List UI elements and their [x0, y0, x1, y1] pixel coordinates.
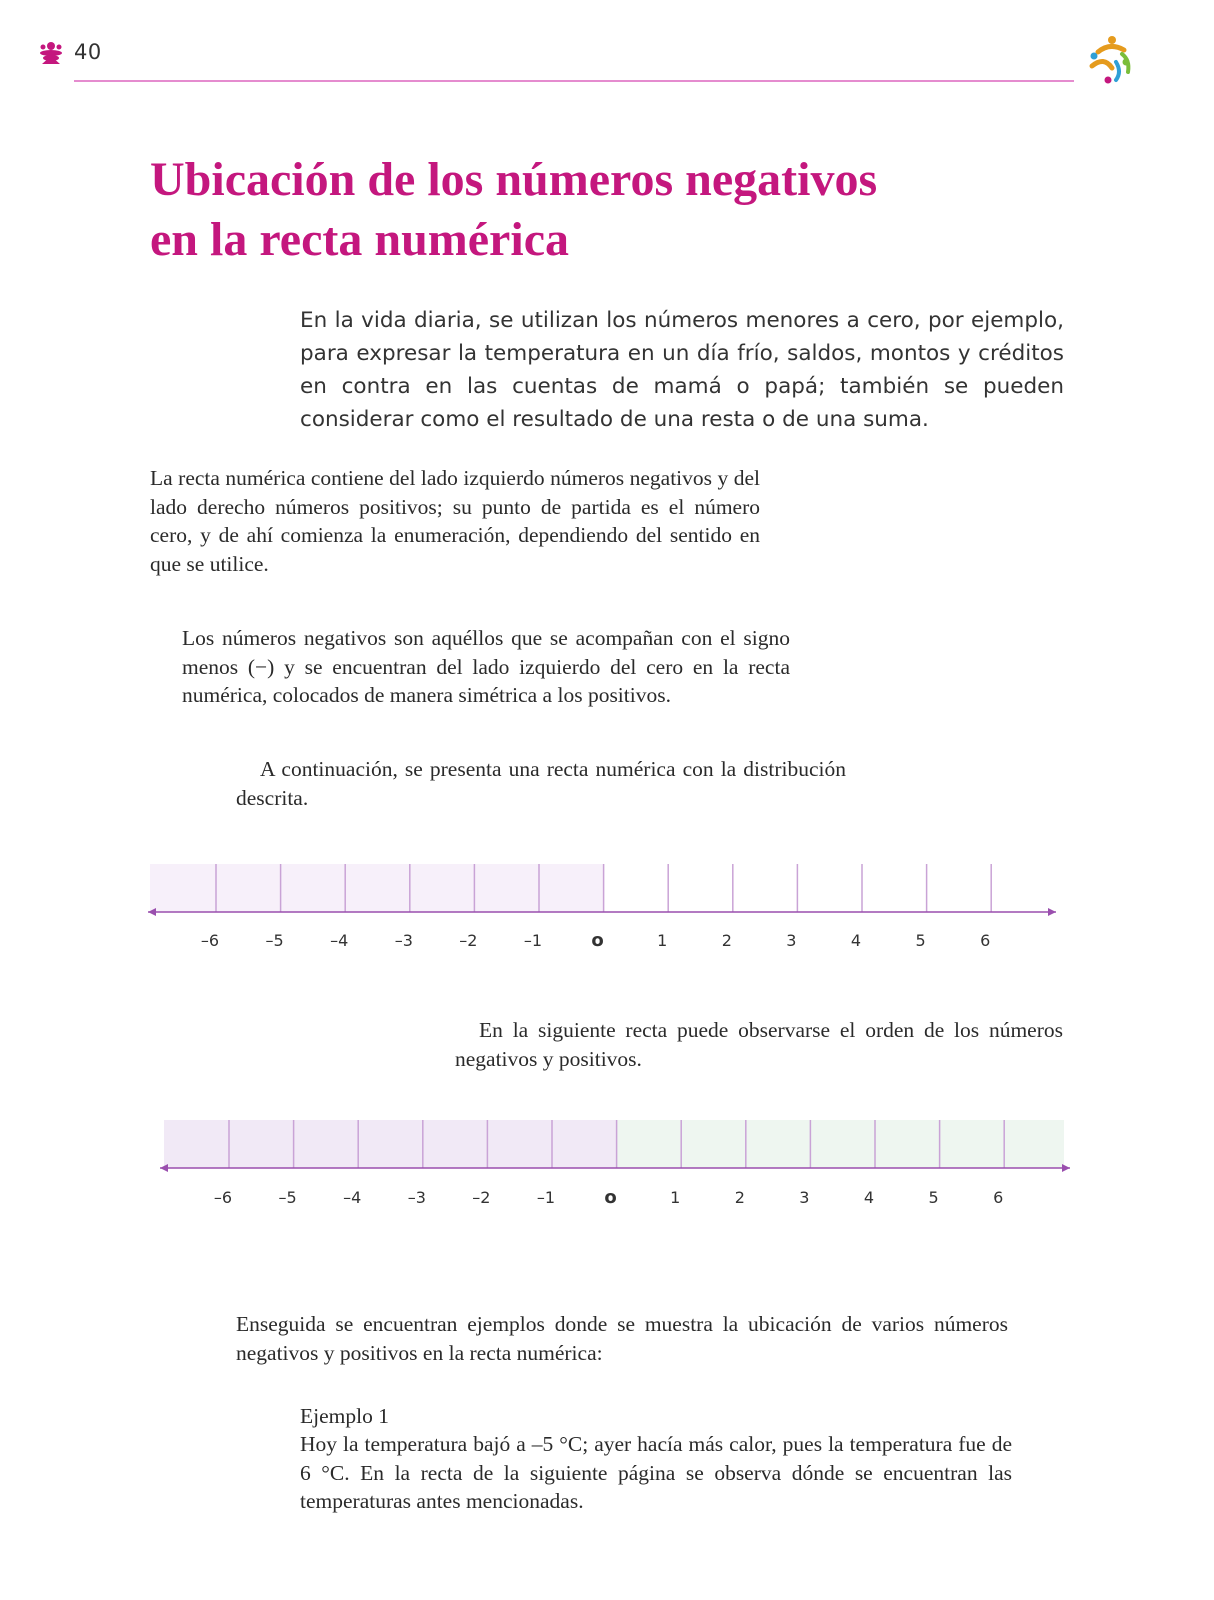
- number-line-2-tick-label: –6: [213, 1188, 233, 1207]
- number-line-2-tick-label: 5: [928, 1188, 939, 1207]
- number-line-2-positive-region: [617, 1120, 1064, 1168]
- number-line-2-tick-label: 1: [670, 1188, 681, 1207]
- number-line-2-tick-label: o: [604, 1187, 617, 1208]
- number-line-2-tick-label: 3: [799, 1188, 810, 1207]
- number-line-2-group: [160, 1120, 1070, 1208]
- number-line-1-tick-label: –2: [459, 931, 478, 950]
- example-title: Ejemplo 1: [300, 1404, 389, 1428]
- number-line-1-right-arrow: [1048, 908, 1056, 916]
- number-line-2-tick-label: 6: [993, 1188, 1004, 1207]
- number-line-1-tick-label: 2: [721, 931, 732, 950]
- intro-paragraph: En la vida diaria, se utilizan los números menores a cero, por ejemplo, para expresar la temperatura en un día frío, saldos, montos y créditos en contra en las cuentas de mamá o papá; también se pueden considerar como el resultado de una resta o de una suma.: [300, 308, 1064, 432]
- number-line-1-group: [148, 864, 1056, 951]
- number-line-2-tick-label: 2: [734, 1188, 745, 1207]
- number-line-2-tick-label: –3: [407, 1188, 426, 1207]
- number-line-1-tick-label: 5: [915, 931, 926, 950]
- examples-intro-paragraph: Enseguida se encuentran ejemplos donde se muestra la ubicación de varios números negativos y positivos en la recta numérica:: [236, 1312, 1008, 1365]
- page-number: 40: [74, 40, 102, 64]
- first-line-intro-paragraph: A continuación, se presenta una recta numérica con la distribución descrita.: [236, 757, 846, 810]
- number-line-2-tick-label: –4: [343, 1188, 362, 1207]
- number-line-1-tick-label: 4: [850, 931, 862, 950]
- number-line-1-positive-region: [604, 864, 1052, 912]
- negative-numbers-paragraph: Los números negativos son aquéllos que se acompañan con el signo menos (−) y se encuentran del lado izquierdo del cero en la recta numérica, colocados de manera simétrica a los positivos.: [182, 626, 790, 707]
- number-line-1-tick-label: –4: [330, 931, 349, 950]
- number-line-2-tick-label: –1: [536, 1188, 556, 1207]
- number-line-1-tick-label: –5: [265, 931, 284, 950]
- dancing-figures-logo-icon: [1082, 32, 1138, 88]
- second-line-intro-paragraph: En la siguiente recta puede observarse el orden de los números negativos y positivos.: [455, 1018, 1063, 1071]
- number-line-1-tick-label: 6: [980, 931, 991, 950]
- number-line-1-tick-label: –3: [394, 931, 413, 950]
- number-line-2-left-arrow: [160, 1164, 168, 1172]
- number-line-2-tick-label: 4: [863, 1188, 875, 1207]
- header-rule: [74, 80, 1074, 82]
- number-line-2-negative-region: [164, 1120, 617, 1168]
- number-line-1-tick-label: 1: [657, 931, 668, 950]
- number-line-1-tick-label: 3: [786, 931, 797, 950]
- number-line-1-tick-label: o: [591, 930, 604, 951]
- number-line-1-tick-label: –6: [200, 931, 220, 950]
- number-line-definition-paragraph: La recta numérica contiene del lado izquierdo números negativos y del lado derecho números positivos; su punto de partida es el número cero, y de ahí comienza la enumeración, dependiendo del sentido en que se utilice.: [150, 466, 760, 576]
- number-line-2-tick-label: –5: [278, 1188, 297, 1207]
- number-line-1-tick-label: –1: [523, 931, 543, 950]
- number-line-1-left-arrow: [148, 908, 156, 916]
- flower-emblem-icon: [36, 38, 66, 68]
- page-title: Ubicación de los números negativos en la recta numérica: [150, 153, 878, 266]
- number-line-1-negative-region: [150, 864, 604, 912]
- number-line-2-right-arrow: [1062, 1164, 1070, 1172]
- example-body: Hoy la temperatura bajó a –5 °C; ayer hacía más calor, pues la temperatura fue de 6 °C. En la recta de la siguiente página se observa dónde se encuentran las temperaturas antes mencionadas.: [300, 1432, 1012, 1513]
- number-line-2-tick-label: –2: [472, 1188, 491, 1207]
